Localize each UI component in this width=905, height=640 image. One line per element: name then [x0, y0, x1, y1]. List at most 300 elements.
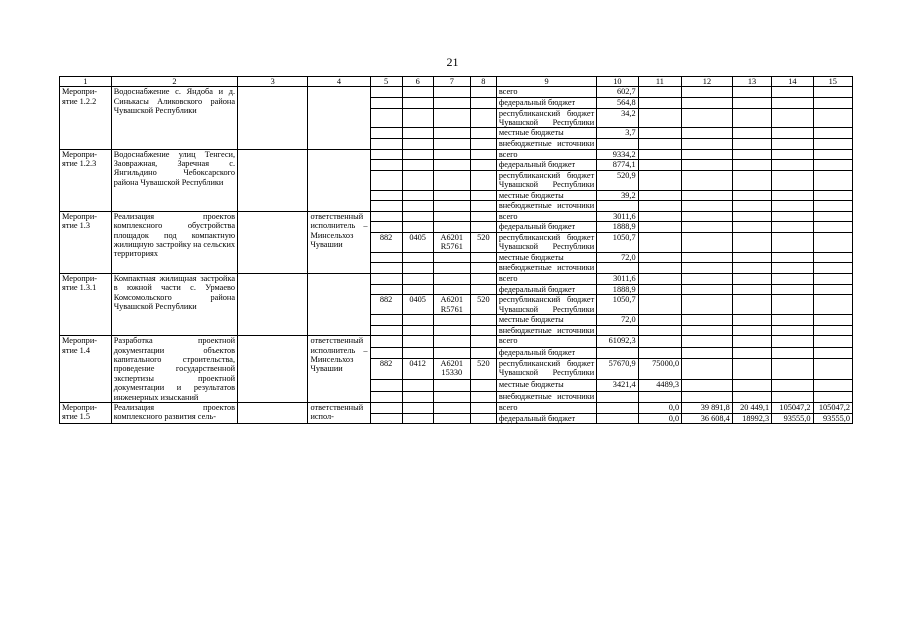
value-cell [732, 284, 771, 295]
event-name-cell: Водоснабжение с. Яндоба и д. Синькасы Аликовского района Чувашской Республики [111, 87, 237, 149]
value-cell: 36 608,4 [682, 413, 733, 424]
funding-source-cell: всего [496, 211, 596, 222]
value-cell [772, 87, 813, 98]
funding-source-cell: местные бюджеты [496, 380, 596, 391]
value-cell [597, 347, 638, 358]
event-name-cell: Реализация проектов комплексного обустройства площадок под компактную жилищную застройку на сельских территориях [111, 211, 237, 273]
value-cell: 564,8 [597, 98, 638, 109]
funding-source-cell: местные бюджеты [496, 314, 596, 325]
empty-cell [470, 403, 496, 414]
empty-cell [238, 211, 308, 273]
empty-cell [470, 380, 496, 391]
value-cell [732, 87, 771, 98]
event-name-cell: Реализация проектов комплексного развития сель- [111, 403, 237, 424]
value-cell [772, 201, 813, 212]
empty-cell [470, 413, 496, 424]
empty-cell [370, 413, 402, 424]
empty-cell [470, 201, 496, 212]
value-cell: 75000,0 [638, 358, 681, 379]
empty-cell [402, 273, 433, 284]
funding-source-cell: всего [496, 336, 596, 347]
empty-cell [470, 336, 496, 347]
empty-cell [433, 347, 470, 358]
budget-table [59, 76, 853, 424]
value-cell [638, 139, 681, 150]
value-cell [813, 391, 852, 402]
empty-cell [402, 139, 433, 150]
empty-cell [470, 273, 496, 284]
value-cell [682, 222, 733, 233]
value-cell [682, 252, 733, 263]
target-article-cell [433, 170, 470, 190]
empty-cell [238, 87, 308, 149]
expense-type-cell [470, 170, 496, 190]
empty-cell [402, 160, 433, 171]
funding-source-cell: республиканский бюджет Чувашской Республики [496, 108, 596, 128]
header-row [60, 77, 853, 87]
value-cell [597, 403, 638, 414]
value-cell [638, 87, 681, 98]
value-cell [638, 263, 681, 274]
column-header: 5 [370, 77, 402, 87]
empty-cell [370, 391, 402, 402]
empty-cell [433, 128, 470, 139]
value-cell [638, 201, 681, 212]
value-cell [732, 295, 771, 315]
value-cell [772, 98, 813, 109]
value-cell: 105047,2 [772, 403, 813, 414]
value-cell [772, 336, 813, 347]
empty-cell [433, 222, 470, 233]
value-cell [682, 273, 733, 284]
value-cell: 9334,2 [597, 149, 638, 160]
value-cell [682, 139, 733, 150]
empty-cell [433, 190, 470, 201]
empty-cell [370, 222, 402, 233]
value-cell [638, 325, 681, 336]
value-cell [813, 149, 852, 160]
value-cell [732, 380, 771, 391]
funding-source-cell: внебюджетные источники [496, 391, 596, 402]
value-cell [732, 358, 771, 379]
value-cell: 1050,7 [597, 232, 638, 252]
value-cell [772, 108, 813, 128]
value-cell [813, 284, 852, 295]
value-cell [772, 139, 813, 150]
empty-cell [470, 347, 496, 358]
funding-source-cell: местные бюджеты [496, 190, 596, 201]
target-article-cell: А6201 R5761 [433, 295, 470, 315]
funding-source-cell: внебюджетные источники [496, 139, 596, 150]
value-cell [638, 273, 681, 284]
empty-cell [370, 190, 402, 201]
empty-cell [370, 325, 402, 336]
empty-cell [470, 263, 496, 274]
column-header: 10 [597, 77, 638, 87]
value-cell [813, 160, 852, 171]
table-row [60, 211, 853, 222]
column-header: 8 [470, 77, 496, 87]
empty-cell [402, 149, 433, 160]
value-cell [638, 252, 681, 263]
value-cell [772, 149, 813, 160]
value-cell [732, 222, 771, 233]
empty-cell [370, 98, 402, 109]
value-cell [682, 211, 733, 222]
empty-cell [470, 222, 496, 233]
empty-cell [402, 190, 433, 201]
empty-cell [470, 160, 496, 171]
event-code-cell: Меропри-ятие 1.2.3 [60, 149, 112, 211]
event-name-cell: Компактная жилищная застройка в южной части с. Урмаево Комсомольского района Чувашской Республики [111, 273, 237, 335]
value-cell [813, 139, 852, 150]
value-cell [597, 201, 638, 212]
empty-cell [470, 190, 496, 201]
expense-type-cell: 520 [470, 232, 496, 252]
grbs-code-cell: 882 [370, 232, 402, 252]
value-cell [772, 284, 813, 295]
empty-cell [433, 391, 470, 402]
value-cell [772, 222, 813, 233]
funding-source-cell: местные бюджеты [496, 128, 596, 139]
column-header: 2 [111, 77, 237, 87]
executor-cell [308, 273, 370, 335]
value-cell [813, 325, 852, 336]
value-cell [638, 190, 681, 201]
section-code-cell [402, 108, 433, 128]
value-cell: 18992,3 [732, 413, 771, 424]
grbs-code-cell: 882 [370, 358, 402, 379]
value-cell [638, 211, 681, 222]
empty-cell [402, 391, 433, 402]
value-cell: 39 891,8 [682, 403, 733, 414]
value-cell [772, 391, 813, 402]
funding-source-cell: республиканский бюджет Чувашской Республики [496, 295, 596, 315]
empty-cell [402, 211, 433, 222]
section-code-cell: 0405 [402, 295, 433, 315]
value-cell [597, 325, 638, 336]
grbs-code-cell [370, 170, 402, 190]
value-cell [813, 380, 852, 391]
value-cell [682, 190, 733, 201]
empty-cell [402, 263, 433, 274]
value-cell: 3421,4 [597, 380, 638, 391]
value-cell [638, 232, 681, 252]
value-cell [682, 108, 733, 128]
value-cell [638, 284, 681, 295]
executor-cell [308, 149, 370, 211]
value-cell: 72,0 [597, 252, 638, 263]
funding-source-cell: всего [496, 87, 596, 98]
column-header: 7 [433, 77, 470, 87]
value-cell: 4489,3 [638, 380, 681, 391]
value-cell [772, 160, 813, 171]
empty-cell [433, 87, 470, 98]
value-cell [732, 252, 771, 263]
funding-source-cell: республиканский бюджет Чувашской Республики [496, 170, 596, 190]
executor-cell: ответственный исполнитель – Минсельхоз Чувашии [308, 336, 370, 403]
column-header: 14 [772, 77, 813, 87]
empty-cell [433, 263, 470, 274]
value-cell: 602,7 [597, 87, 638, 98]
expense-type-cell: 520 [470, 295, 496, 315]
value-cell [638, 160, 681, 171]
empty-cell [370, 380, 402, 391]
value-cell [772, 128, 813, 139]
value-cell [772, 170, 813, 190]
empty-cell [470, 98, 496, 109]
empty-cell [370, 403, 402, 414]
value-cell [682, 232, 733, 252]
event-name-cell: Разработка проектной документации объектов капитального строительства, проведение государственной экспертизы проектной документации и результатов инженерных изысканий [111, 336, 237, 403]
executor-cell: ответственный испол- [308, 403, 370, 424]
event-name-cell: Водоснабжение улиц Тенгеси, Заовражная, Заречная с. Янгильдино Чебоксарского района Чувашской Республики [111, 149, 237, 211]
empty-cell [433, 201, 470, 212]
table-row [60, 336, 853, 347]
value-cell [772, 232, 813, 252]
column-header: 9 [496, 77, 596, 87]
value-cell: 39,2 [597, 190, 638, 201]
empty-cell [470, 87, 496, 98]
event-code-cell: Меропри-ятие 1.3.1 [60, 273, 112, 335]
funding-source-cell: федеральный бюджет [496, 284, 596, 295]
empty-cell [433, 325, 470, 336]
value-cell [772, 380, 813, 391]
value-cell [682, 358, 733, 379]
event-code-cell: Меропри-ятие 1.4 [60, 336, 112, 403]
empty-cell [238, 149, 308, 211]
target-article-cell: А6201 R5761 [433, 232, 470, 252]
empty-cell [238, 336, 308, 403]
empty-cell [433, 211, 470, 222]
value-cell [772, 358, 813, 379]
value-cell [682, 391, 733, 402]
empty-cell [402, 87, 433, 98]
empty-cell [370, 139, 402, 150]
value-cell [732, 201, 771, 212]
funding-source-cell: республиканский бюджет Чувашской Республики [496, 232, 596, 252]
executor-cell [308, 87, 370, 149]
column-header: 11 [638, 77, 681, 87]
value-cell [682, 263, 733, 274]
value-cell [732, 336, 771, 347]
funding-source-cell: местные бюджеты [496, 252, 596, 263]
funding-source-cell: внебюджетные источники [496, 263, 596, 274]
empty-cell [370, 252, 402, 263]
column-header: 6 [402, 77, 433, 87]
funding-source-cell: всего [496, 273, 596, 284]
value-cell [732, 325, 771, 336]
value-cell: 72,0 [597, 314, 638, 325]
page-number: 21 [446, 55, 459, 69]
value-cell [813, 295, 852, 315]
value-cell [682, 347, 733, 358]
value-cell [682, 128, 733, 139]
funding-source-cell: федеральный бюджет [496, 222, 596, 233]
value-cell [732, 149, 771, 160]
empty-cell [470, 391, 496, 402]
value-cell [813, 347, 852, 358]
value-cell [597, 139, 638, 150]
empty-cell [402, 325, 433, 336]
table-row [60, 87, 853, 98]
value-cell: 520,9 [597, 170, 638, 190]
value-cell [682, 380, 733, 391]
value-cell [732, 347, 771, 358]
value-cell [638, 336, 681, 347]
value-cell [638, 108, 681, 128]
value-cell [813, 98, 852, 109]
value-cell: 93555,0 [813, 413, 852, 424]
value-cell: 0,0 [638, 403, 681, 414]
value-cell [682, 170, 733, 190]
column-header: 12 [682, 77, 733, 87]
value-cell [597, 263, 638, 274]
value-cell: 61092,3 [597, 336, 638, 347]
value-cell: 3011,6 [597, 273, 638, 284]
empty-cell [433, 284, 470, 295]
value-cell [682, 314, 733, 325]
table-row [60, 273, 853, 284]
empty-cell [433, 160, 470, 171]
empty-cell [370, 284, 402, 295]
value-cell [682, 98, 733, 109]
value-cell [772, 273, 813, 284]
value-cell [813, 190, 852, 201]
empty-cell [238, 273, 308, 335]
empty-cell [433, 139, 470, 150]
value-cell: 93555,0 [772, 413, 813, 424]
empty-cell [470, 284, 496, 295]
value-cell [682, 149, 733, 160]
empty-cell [402, 98, 433, 109]
target-article-cell [433, 108, 470, 128]
value-cell [732, 98, 771, 109]
value-cell: 105047,2 [813, 403, 852, 414]
value-cell [682, 284, 733, 295]
value-cell [813, 252, 852, 263]
empty-cell [370, 263, 402, 274]
value-cell [772, 263, 813, 274]
value-cell [772, 211, 813, 222]
expense-type-cell [470, 108, 496, 128]
empty-cell [433, 149, 470, 160]
empty-cell [370, 160, 402, 171]
value-cell [638, 347, 681, 358]
empty-cell [238, 403, 308, 424]
value-cell [813, 128, 852, 139]
empty-cell [370, 128, 402, 139]
empty-cell [402, 222, 433, 233]
value-cell [597, 413, 638, 424]
empty-cell [370, 336, 402, 347]
empty-cell [433, 252, 470, 263]
empty-cell [433, 336, 470, 347]
value-cell: 1888,9 [597, 284, 638, 295]
value-cell: 8774,1 [597, 160, 638, 171]
empty-cell [370, 201, 402, 212]
value-cell: 20 449,1 [732, 403, 771, 414]
empty-cell [433, 273, 470, 284]
funding-source-cell: внебюджетные источники [496, 325, 596, 336]
empty-cell [470, 325, 496, 336]
value-cell [772, 295, 813, 315]
event-code-cell: Меропри-ятие 1.2.2 [60, 87, 112, 149]
value-cell [732, 160, 771, 171]
empty-cell [370, 87, 402, 98]
executor-cell: ответственный исполнитель – Минсельхоз Чувашии [308, 211, 370, 273]
value-cell [638, 314, 681, 325]
value-cell [772, 325, 813, 336]
value-cell [772, 190, 813, 201]
funding-source-cell: федеральный бюджет [496, 160, 596, 171]
empty-cell [402, 284, 433, 295]
value-cell: 57670,9 [597, 358, 638, 379]
column-header: 1 [60, 77, 112, 87]
value-cell [813, 87, 852, 98]
empty-cell [370, 149, 402, 160]
value-cell [813, 273, 852, 284]
value-cell [682, 201, 733, 212]
value-cell [732, 170, 771, 190]
target-article-cell: А6201 15330 [433, 358, 470, 379]
event-code-cell: Меропри-ятие 1.5 [60, 403, 112, 424]
empty-cell [370, 273, 402, 284]
value-cell [813, 314, 852, 325]
value-cell [732, 273, 771, 284]
section-code-cell: 0412 [402, 358, 433, 379]
section-code-cell: 0405 [402, 232, 433, 252]
empty-cell [470, 149, 496, 160]
column-header: 15 [813, 77, 852, 87]
value-cell [813, 201, 852, 212]
value-cell [638, 222, 681, 233]
empty-cell [370, 211, 402, 222]
empty-cell [433, 403, 470, 414]
value-cell [732, 128, 771, 139]
empty-cell [402, 413, 433, 424]
value-cell [732, 263, 771, 274]
empty-cell [370, 347, 402, 358]
value-cell [732, 232, 771, 252]
funding-source-cell: федеральный бюджет [496, 347, 596, 358]
empty-cell [433, 380, 470, 391]
empty-cell [433, 314, 470, 325]
value-cell [732, 190, 771, 201]
funding-source-cell: федеральный бюджет [496, 413, 596, 424]
value-cell [732, 108, 771, 128]
empty-cell [402, 314, 433, 325]
empty-cell [402, 252, 433, 263]
value-cell [732, 139, 771, 150]
empty-cell [470, 211, 496, 222]
empty-cell [402, 201, 433, 212]
value-cell [813, 336, 852, 347]
funding-source-cell: всего [496, 403, 596, 414]
funding-source-cell: федеральный бюджет [496, 98, 596, 109]
empty-cell [402, 336, 433, 347]
value-cell [638, 170, 681, 190]
value-cell: 34,2 [597, 108, 638, 128]
empty-cell [433, 98, 470, 109]
value-cell [682, 325, 733, 336]
value-cell [813, 263, 852, 274]
value-cell [813, 232, 852, 252]
value-cell [597, 391, 638, 402]
value-cell [682, 160, 733, 171]
value-cell [638, 295, 681, 315]
section-code-cell [402, 170, 433, 190]
